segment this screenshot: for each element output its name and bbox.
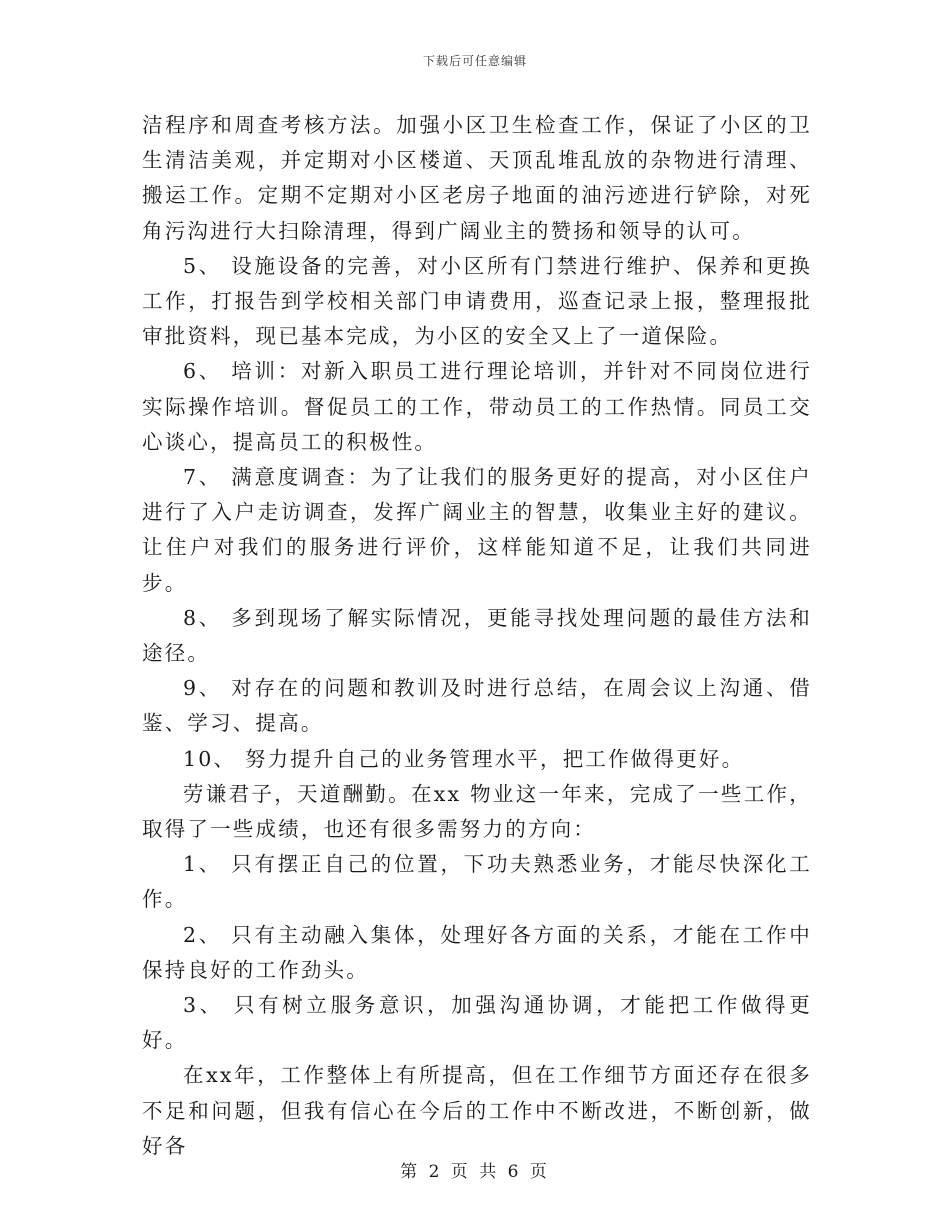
paragraph: 9、 对存在的问题和教训及时进行总结，在周会议上沟通、借鉴、学习、提高。: [142, 676, 812, 736]
paragraph: 2、 只有主动融入集体，处理好各方面的关系，才能在工作中保持良好的工作劲头。: [142, 922, 812, 982]
page-header: 下载后可任意编辑: [422, 54, 527, 68]
paragraph: 6、 培训：对新入职员工进行理论培训，并针对不同岗位进行实际操作培训。督促员工的工作，带动员工的工作热情。同员工交心谈心，提高员工的积极性。: [142, 359, 812, 454]
paragraph: 7、 满意度调查：为了让我们的服务更好的提高，对小区住户进行了入户走访调查，发挥广阔业主的智慧，收集业主好的建议。让住户对我们的服务进行评价，这样能知道不足，让我们共同进步。: [142, 465, 812, 595]
paragraph: 10、 努力提升自己的业务管理水平，把工作做得更好。: [183, 746, 745, 771]
paragraph: 5、 设施设备的完善，对小区所有门禁进行维护、保养和更换工作，打报告到学校相关部门申请费用，巡查记录上报，整理报批审批资料，现已基本完成，为小区的安全又上了一道保险。: [142, 253, 812, 349]
paragraph: 1、 只有摆正自己的位置，下功夫熟悉业务，才能尽快深化工作。: [142, 852, 812, 912]
document-body: [142, 108, 812, 1164]
paragraph: 在xx年，工作整体上有所提高，但在工作细节方面还存在很多不足和问题，但我有信心在今后的工作中不断改进，不断创新，做好各: [142, 1063, 812, 1158]
paragraph: 3、 只有树立服务意识，加强沟通协调，才能把工作做得更好。: [142, 993, 812, 1053]
paragraph: 8、 多到现场了解实际情况，更能寻找处理问题的最佳方法和途径。: [142, 605, 812, 666]
page-number: 第 2 页 共 6 页: [400, 1162, 550, 1182]
paragraph: 洁程序和周查考核方法。加强小区卫生检查工作，保证了小区的卫生清洁美观，并定期对小区楼道、天顶乱堆乱放的杂物进行清理、搬运工作。定期不定期对小区老房子地面的油污迹进行铲除，对死角污沟进行大扫除清理，得到广阔业主的赞扬和领导的认可。: [142, 113, 812, 243]
paragraph: 劳谦君子，天道酬勤。在xx 物业这一年来，完成了一些工作，取得了一些成绩，也还有很多需努力的方向：: [142, 781, 812, 842]
